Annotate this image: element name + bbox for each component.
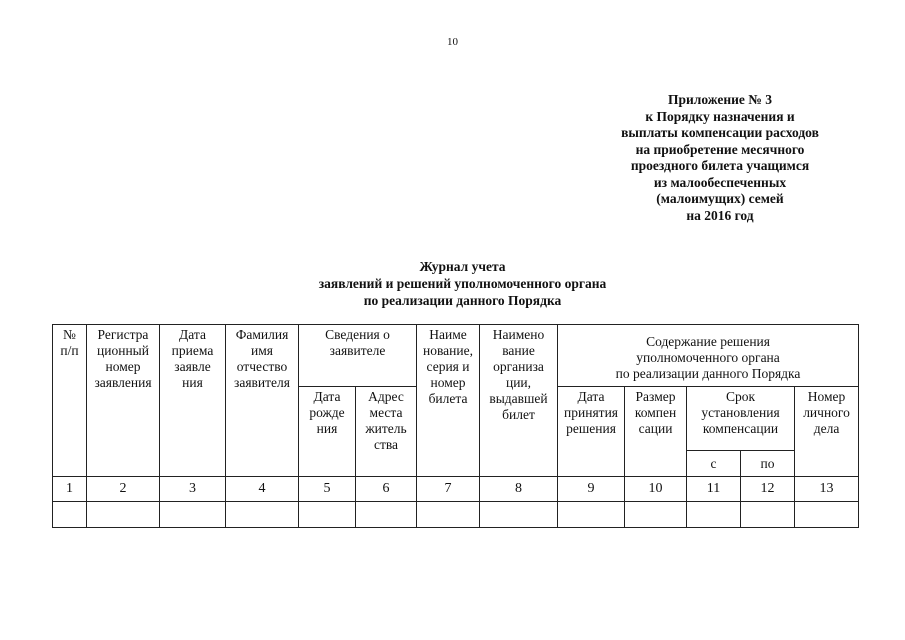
table-cell [226,502,299,528]
column-number: 7 [417,477,480,502]
header-applicant-name: Фамилия имя отчество заявителя [226,325,299,477]
appendix-line: Приложение № 3 [668,92,772,107]
title-line: по реализации данного Порядка [363,293,562,308]
table-cell [87,502,160,528]
header-row-number: № п/п [53,325,87,477]
column-number: 3 [160,477,226,502]
table-cell [558,502,625,528]
journal-table [52,324,859,528]
journal-title [230,258,695,309]
header-decision-content: Содержание решения уполномоченного органа по реализации данного Порядка [558,325,859,387]
page-number: 10 [447,36,458,48]
column-number: 6 [356,477,417,502]
header-decision-date: Дата принятия решения [558,387,625,477]
appendix-line: проездного билета учащимся [630,158,810,173]
header-receipt-date: Дата приема заявле ния [160,325,226,477]
table-cell [741,502,795,528]
table-cell [299,502,356,528]
table-cell [160,502,226,528]
table-cell [417,502,480,528]
header-compensation-term: Срок установления компенсации [687,387,795,451]
column-number: 13 [795,477,859,502]
title-line: Журнал учета [419,259,506,274]
appendix-line: на 2016 год [686,207,754,223]
column-number: 11 [687,477,741,502]
column-number: 9 [558,477,625,502]
header-term-from: с [687,451,741,477]
column-numbers-row [53,477,859,502]
appendix-line: (малоимущих) семей [656,191,784,206]
header-term-to: по [741,451,795,477]
column-number: 4 [226,477,299,502]
appendix-line: из малообеспеченных [653,174,787,190]
column-number: 12 [741,477,795,502]
table-cell [795,502,859,528]
header-registration-number: Регистра ционный номер заявления [87,325,160,477]
header-compensation-amount: Размер компен сации [625,387,687,477]
column-number: 2 [87,477,160,502]
header-birth-date: Дата рожде ния [299,387,356,477]
table-cell [625,502,687,528]
column-number: 5 [299,477,356,502]
table-cell [356,502,417,528]
header-ticket: Наиме нование, серия и номер билета [417,325,480,477]
header-case-number: Номер личного дела [795,387,859,477]
column-number: 1 [53,477,87,502]
empty-data-row [53,502,859,528]
column-number: 10 [625,477,687,502]
column-number: 8 [480,477,558,502]
appendix-header [585,92,855,224]
table-cell [53,502,87,528]
title-line: заявлений и решений уполномоченного органа [318,276,607,291]
table-cell [687,502,741,528]
header-issuing-organization: Наимено вание организа ции, выдавшей билет [480,325,558,477]
appendix-line: выплаты компенсации расходов [621,125,819,140]
appendix-line: к Порядку назначения и [645,108,795,124]
header-applicant-info: Сведения о заявителе [299,325,417,387]
appendix-line: на приобретение месячного [635,141,805,157]
header-residence-address: Адрес места житель ства [356,387,417,477]
table-cell [480,502,558,528]
